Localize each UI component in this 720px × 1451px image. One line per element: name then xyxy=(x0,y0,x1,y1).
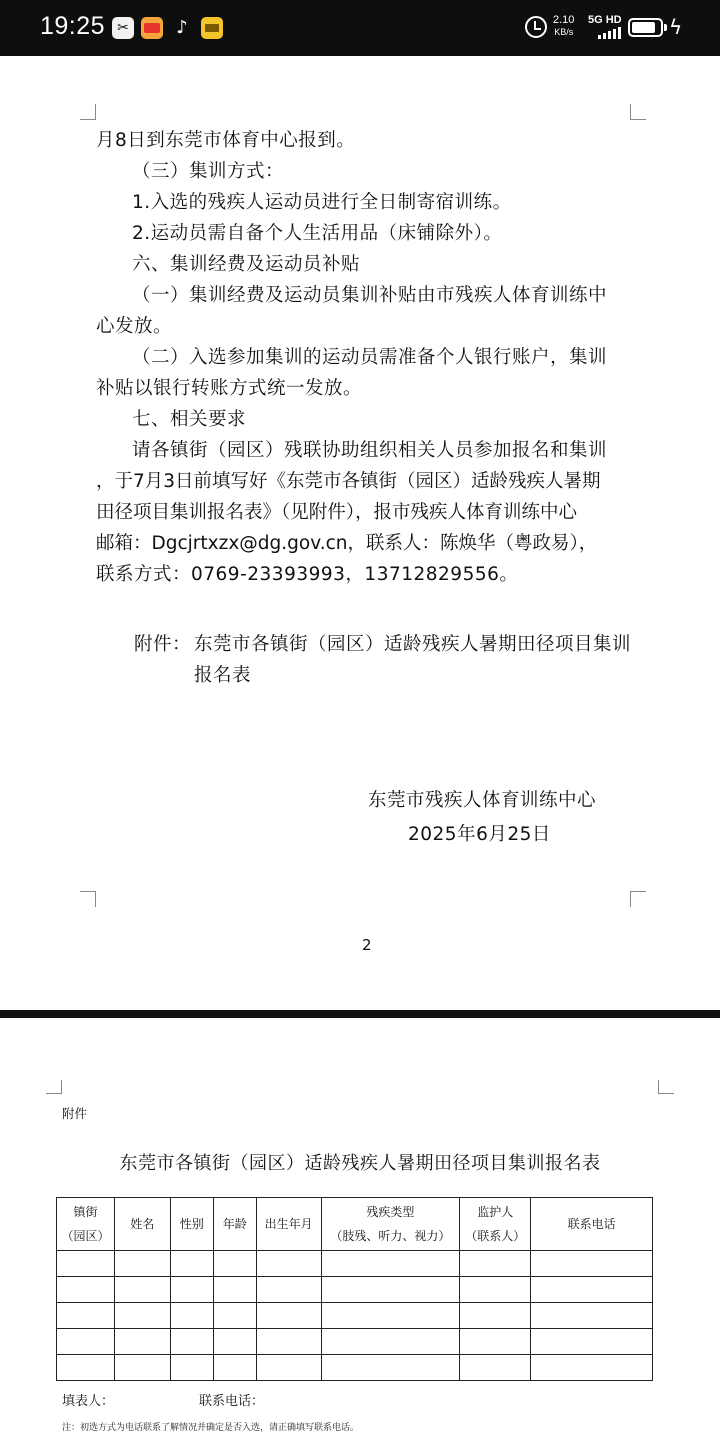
crop-mark xyxy=(80,891,96,907)
network-speed xyxy=(553,14,574,38)
table-cell xyxy=(57,1355,115,1381)
battery-level xyxy=(632,22,655,33)
signal-icon xyxy=(598,27,622,39)
table-cell xyxy=(460,1355,531,1381)
table-cell xyxy=(170,1355,213,1381)
table-cell xyxy=(256,1329,321,1355)
header-text: 年龄 xyxy=(222,1217,247,1231)
table-cell xyxy=(213,1355,256,1381)
header-text: 姓名 xyxy=(130,1217,155,1231)
text-line: ，于7月3日前填写好《东莞市各镇街（园区）适龄残疾人暑期 xyxy=(96,471,601,492)
table-cell xyxy=(321,1355,460,1381)
table-cell xyxy=(321,1303,460,1329)
document-page-2 xyxy=(0,56,720,1010)
attachment-label: 附件： xyxy=(134,634,192,655)
crop-mark xyxy=(630,104,646,120)
phone-label: 联系电话： xyxy=(199,1394,265,1409)
table-cell xyxy=(256,1303,321,1329)
filler-label: 填表人： xyxy=(62,1394,115,1409)
signature-date: 2025年6月25日 xyxy=(408,824,551,845)
table-cell xyxy=(213,1329,256,1355)
header-text: （肢残、听力、视力） xyxy=(330,1229,451,1243)
header-text: 出生年月 xyxy=(264,1217,313,1231)
table-cell xyxy=(531,1303,653,1329)
status-bar xyxy=(0,0,720,56)
header-text: （园区） xyxy=(61,1229,110,1243)
text-line: 2.运动员需自备个人生活用品（床铺除外）。 xyxy=(132,223,503,244)
table-cell xyxy=(256,1355,321,1381)
table-cell xyxy=(170,1303,213,1329)
text-line: （一）集训经费及运动员集训补贴由市残疾人体育训练中 xyxy=(132,285,608,306)
page-number: 2 xyxy=(362,936,372,954)
table-row xyxy=(57,1355,653,1381)
battery-icon xyxy=(628,18,663,37)
table-cell xyxy=(170,1251,213,1277)
scissors-app-icon: ✂ xyxy=(112,17,134,39)
header-text: 性别 xyxy=(179,1217,204,1231)
table-header-cell xyxy=(531,1198,653,1251)
table-cell xyxy=(460,1251,531,1277)
table-cell xyxy=(460,1303,531,1329)
section-heading: 六、集训经费及运动员补贴 xyxy=(132,254,361,275)
tiktok-icon: ♪ xyxy=(176,17,188,38)
text-line: 1.入选的残疾人运动员进行全日制寄宿训练。 xyxy=(132,192,512,213)
table-cell xyxy=(321,1251,460,1277)
table-cell xyxy=(460,1277,531,1303)
header-text: 镇街 xyxy=(73,1205,98,1219)
table-cell xyxy=(170,1329,213,1355)
table-row xyxy=(57,1277,653,1303)
text-line: （三）集训方式： xyxy=(132,161,285,182)
table-cell xyxy=(213,1251,256,1277)
table-cell xyxy=(57,1251,115,1277)
network-type: 5G HD xyxy=(588,14,622,26)
text-line: 补贴以银行转账方式统一发放。 xyxy=(96,378,363,399)
table-row xyxy=(57,1303,653,1329)
header-text: （联系人） xyxy=(465,1229,526,1243)
page-divider xyxy=(0,1010,720,1018)
shopping-app-icon xyxy=(141,17,163,39)
table-cell xyxy=(114,1329,170,1355)
attachment-label: 附件 xyxy=(62,1106,88,1121)
text-line: 联系方式：0769-23393993，13712829556。 xyxy=(96,564,519,585)
table-cell xyxy=(114,1251,170,1277)
speed-value: 2.10 xyxy=(553,14,575,26)
clock: 19:25 xyxy=(40,12,106,40)
table-cell xyxy=(531,1329,653,1355)
section-heading: 七、相关要求 xyxy=(132,409,247,430)
table-header-row xyxy=(57,1198,653,1251)
table-cell xyxy=(531,1277,653,1303)
table-cell xyxy=(213,1303,256,1329)
registration-table xyxy=(56,1197,653,1381)
table-cell xyxy=(57,1303,115,1329)
table-cell xyxy=(460,1329,531,1355)
table-header-cell xyxy=(256,1198,321,1251)
table-header-cell xyxy=(57,1198,115,1251)
table-row xyxy=(57,1251,653,1277)
header-text: 联系电话 xyxy=(567,1217,616,1231)
crop-mark xyxy=(630,891,646,907)
header-text: 残疾类型 xyxy=(366,1205,415,1219)
text-line: 心发放。 xyxy=(96,316,173,337)
crop-mark xyxy=(658,1080,674,1094)
alarm-icon xyxy=(525,16,547,38)
table-cell xyxy=(531,1251,653,1277)
signature-org: 东莞市残疾人体育训练中心 xyxy=(368,790,597,811)
attachment-text: 东莞市各镇街（园区）适龄残疾人暑期田径项目集训报名表 xyxy=(194,634,632,686)
speed-unit: KB/s xyxy=(554,27,574,37)
table-cell xyxy=(213,1277,256,1303)
charging-icon: ϟ xyxy=(669,15,683,39)
table-cell xyxy=(321,1329,460,1355)
form-footer xyxy=(62,1390,265,1409)
text-line: 田径项目集训报名表》（见附件），报市残疾人体育训练中心 xyxy=(96,502,578,523)
table-cell xyxy=(170,1277,213,1303)
table-cell xyxy=(531,1355,653,1381)
crop-mark xyxy=(80,104,96,120)
text-line: 月8日到东莞市体育中心报到。 xyxy=(96,130,356,151)
battery-tip xyxy=(664,24,667,31)
crop-mark xyxy=(46,1080,62,1094)
text-line: （二）入选参加集训的运动员需准备个人银行账户，集训 xyxy=(132,347,608,368)
text-line: 请各镇街（园区）残联协助组织相关人员参加报名和集训 xyxy=(132,440,608,461)
body-text xyxy=(96,125,642,590)
meituan-app-icon xyxy=(201,17,223,39)
table-header-cell xyxy=(321,1198,460,1251)
table-cell xyxy=(114,1277,170,1303)
table-cell xyxy=(57,1277,115,1303)
table-cell xyxy=(114,1303,170,1329)
table-row xyxy=(57,1329,653,1355)
table-cell xyxy=(321,1277,460,1303)
table-cell xyxy=(256,1251,321,1277)
header-text: 监护人 xyxy=(477,1205,514,1219)
table-header-cell xyxy=(170,1198,213,1251)
table-header-cell xyxy=(460,1198,531,1251)
text-line: 邮箱：Dgcjrtxzx@dg.gov.cn，联系人：陈焕华（粤政易）， xyxy=(96,533,598,554)
table-header-cell xyxy=(114,1198,170,1251)
table-cell xyxy=(57,1329,115,1355)
document-page-3 xyxy=(0,1018,720,1451)
table-cell xyxy=(114,1355,170,1381)
form-note: 注：初选方式为电话联系了解情况并确定是否入选，请正确填写联系电话。 xyxy=(62,1423,360,1433)
form-title: 东莞市各镇街（园区）适龄残疾人暑期田径项目集训报名表 xyxy=(119,1153,601,1174)
table-cell xyxy=(256,1277,321,1303)
table-header-cell xyxy=(213,1198,256,1251)
